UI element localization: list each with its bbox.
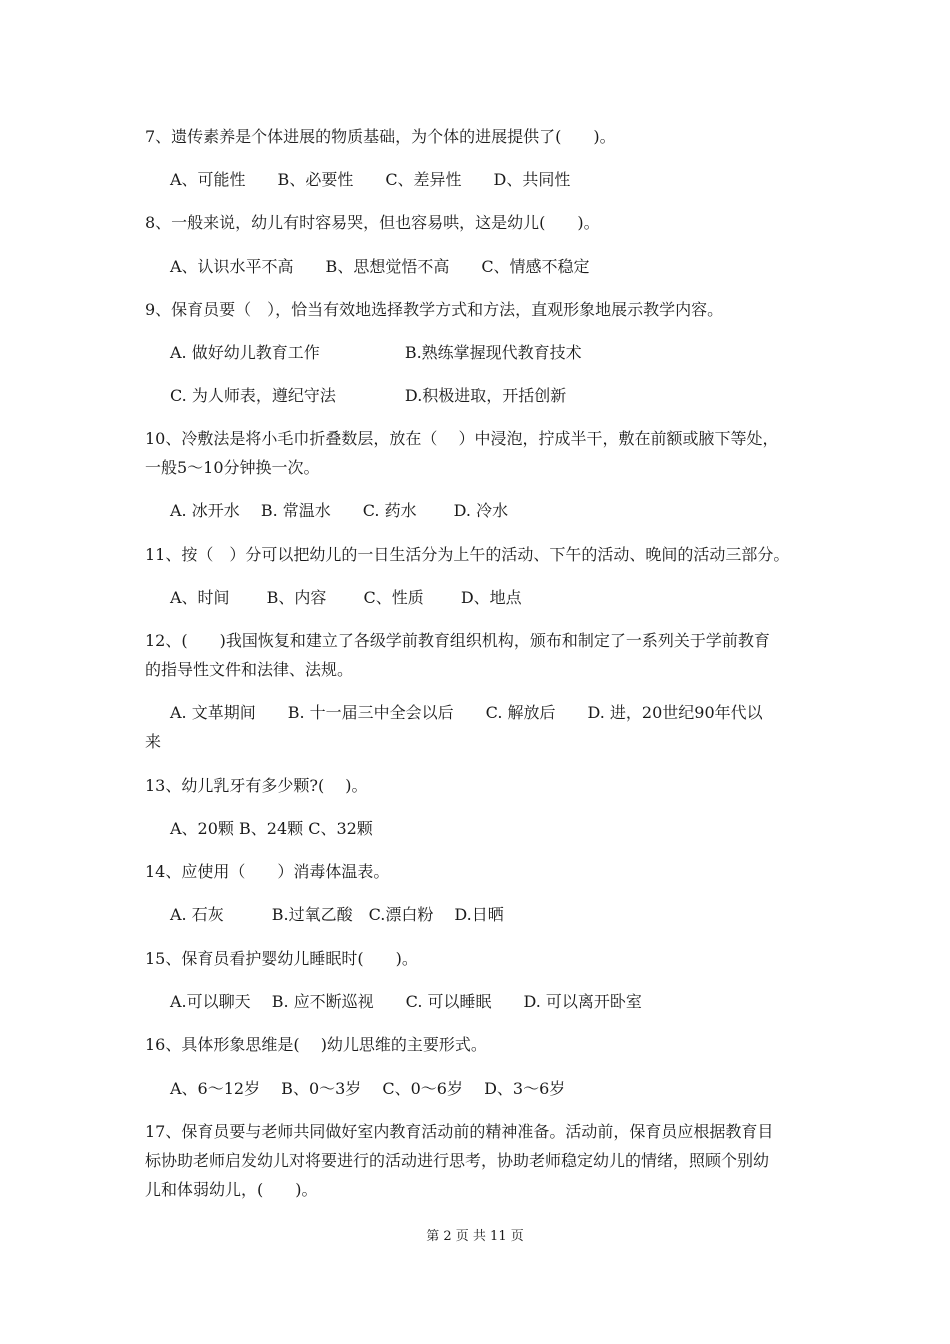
question-17-text-line-2: 标协助老师启发幼儿对将要进行的活动进行思考，协助老师稳定幼儿的情绪，照顾个别幼 (145, 1151, 770, 1170)
question-10-options: A. 冰开水 B. 常温水 C. 药水 D. 冷水 (170, 501, 509, 520)
question-12-text-line-2: 的指导性文件和法律、法规。 (145, 660, 354, 679)
question-13-text: 13、幼儿乳牙有多少颗?( )。 (145, 776, 368, 795)
question-15-text: 15、保育员看护婴幼儿睡眠时( )。 (145, 949, 418, 968)
question-11-options: A、时间 B、内容 C、性质 D、地点 (170, 588, 522, 607)
question-7-text: 7、遗传素养是个体进展的物质基础，为个体的进展提供了( )。 (145, 127, 616, 146)
question-10-text-line-1: 10、冷敷法是将小毛巾折叠数层，放在（ ）中浸泡，拧成半干，敷在前额或腋下等处， (145, 429, 779, 448)
question-7-options: A、可能性 B、必要性 C、差异性 D、共同性 (170, 170, 571, 189)
question-14-text: 14、应使用（ ）消毒体温表。 (145, 862, 390, 881)
question-16-options: A、6～12岁 B、0～3岁 C、0～6岁 D、3～6岁 (170, 1079, 566, 1098)
question-11-text: 11、按（ ）分可以把幼儿的一日生活分为上午的活动、下午的活动、晚间的活动三部分。 (145, 545, 790, 564)
question-16-text: 16、具体形象思维是( )幼儿思维的主要形式。 (145, 1035, 487, 1054)
question-13-options: A、20颗 B、24颗 C、32颗 (170, 819, 373, 838)
question-9-options-row-1: A. 做好幼儿教育工作 B.熟练掌握现代教育技术 (170, 343, 582, 362)
question-14-options: A. 石灰 B.过氧乙酸 C.漂白粉 D.日晒 (170, 905, 504, 924)
question-8-options: A、认识水平不高 B、思想觉悟不高 C、情感不稳定 (170, 257, 590, 276)
page-number-footer: 第 2 页 共 11 页 (426, 1229, 524, 1244)
question-12-options-continuation: 来 (145, 732, 162, 751)
question-8-text: 8、一般来说，幼儿有时容易哭，但也容易哄，这是幼儿( )。 (145, 213, 600, 232)
question-9-text: 9、保育员要（ ），恰当有效地选择教学方式和方法，直观形象地展示教学内容。 (145, 300, 724, 319)
question-9-options-row-2: C. 为人师表，遵纪守法 D.积极进取，开括创新 (170, 386, 567, 405)
question-12-options: A. 文革期间 B. 十一届三中全会以后 C. 解放后 D. 进，20世纪90年代以 (170, 703, 763, 722)
question-15-options: A.可以聊天 B. 应不断巡视 C. 可以睡眠 D. 可以离开卧室 (170, 992, 642, 1011)
question-17-text-line-3: 儿和体弱幼儿，( )。 (145, 1180, 318, 1199)
question-17-text-line-1: 17、保育员要与老师共同做好室内教育活动前的精神准备。活动前，保育员应根据教育目 (145, 1122, 774, 1141)
question-10-text-line-2: 一般5～10分钟换一次。 (145, 458, 320, 477)
question-12-text-line-1: 12、( )我国恢复和建立了各级学前教育组织机构，颁布和制定了一系列关于学前教育 (145, 631, 770, 650)
